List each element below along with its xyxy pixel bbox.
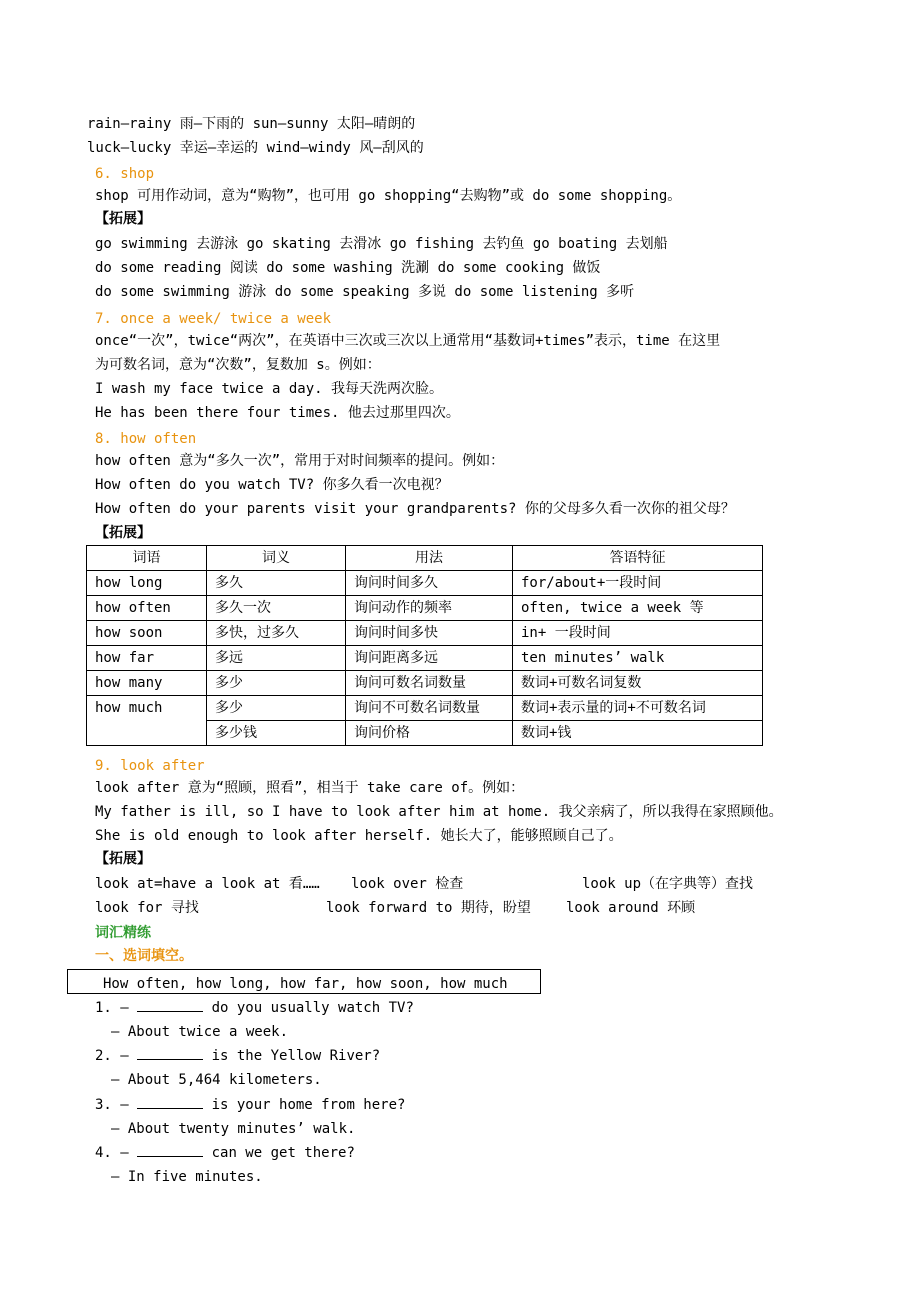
table-cell: how soon [87,621,207,646]
section-9-ext-2b: look forward to 期待，盼望 [326,900,531,916]
table-header-cell: 词义 [207,546,346,571]
practice-title: 词汇精练 [95,925,151,941]
table-cell: 数词+钱 [513,721,763,746]
section-7-heading: 7. once a week/ twice a week [95,311,332,327]
question-number: 1. — [95,1000,129,1016]
question-words-table [86,545,763,746]
section-7-body-1: once“一次”，twice“两次”，在英语中三次或三次以上通常用“基数词+times”表示，time 在这里 [95,333,721,349]
answer-2: — About 5,464 kilometers. [111,1072,322,1088]
table-cell: how often [87,596,207,621]
question-2 [95,1047,380,1065]
table-cell: 数词+可数名词复数 [513,671,763,696]
section-8-ext-label: 【拓展】 [95,525,151,541]
table-cell: 数词+表示量的词+不可数名词 [513,696,763,721]
question-text: can we get there? [211,1145,355,1161]
table-header-cell: 词语 [87,546,207,571]
table-cell: 多久一次 [207,596,346,621]
question-text: is your home from here? [211,1097,406,1113]
section-9-example-1: My father is ill, so I have to look after him at home. 我父亲病了，所以我得在家照顾他。 [95,804,783,820]
section-6-body: shop 可用作动词，意为“购物”，也可用 go shopping“去购物”或 do some shopping。 [95,188,682,204]
practice-part-title: 一、选词填空。 [95,948,193,964]
table-cell: 多远 [207,646,346,671]
section-6-ext-line-2: do some reading 阅读 do some washing 洗涮 do some cooking 做饭 [95,260,601,276]
table-cell: how long [87,571,207,596]
section-9-ext-2c: look around 环顾 [566,900,696,916]
answer-blank[interactable] [137,1096,203,1109]
section-9-example-2: She is old enough to look after herself. 她长大了，能够照顾自己了。 [95,828,623,844]
table-cell: 询问价格 [346,721,513,746]
table-cell: 询问时间多久 [346,571,513,596]
section-6-heading: 6. shop [95,166,155,182]
table-cell: 多久 [207,571,346,596]
table-row [87,696,763,721]
section-9-ext-1c: look up（在字典等）查找 [582,876,754,892]
section-9-ext-label: 【拓展】 [95,851,151,867]
section-6-ext-line-1: go swimming 去游泳 go skating 去滑冰 go fishing 去钓鱼 go boating 去划船 [95,236,668,252]
table-header-cell: 答语特征 [513,546,763,571]
word-box-text: How often, how long, how far, how soon, how much [103,976,508,992]
table-row [87,646,763,671]
section-7-body-2: 为可数名词，意为“次数”，复数加 s。例如： [95,357,381,373]
table-cell: 询问动作的频率 [346,596,513,621]
table-cell: how much [87,696,207,746]
section-7-example-2: He has been there four times. 他去过那里四次。 [95,405,460,421]
answer-3: — About twenty minutes’ walk. [111,1121,356,1137]
section-8-heading: 8. how often [95,431,197,447]
table-row [87,671,763,696]
table-cell: often, twice a week 等 [513,596,763,621]
question-3 [95,1096,405,1114]
table-cell: how far [87,646,207,671]
table-header-cell: 用法 [346,546,513,571]
table-cell: ten minutes’ walk [513,646,763,671]
table-cell: how many [87,671,207,696]
table-row [87,571,763,596]
question-1 [95,999,414,1017]
intro-line-1: rain—rainy 雨—下雨的 sun—sunny 太阳—晴朗的 [87,116,416,132]
table-cell: 询问可数名词数量 [346,671,513,696]
answer-1: — About twice a week. [111,1024,289,1040]
table-header-row [87,546,763,571]
table-row [87,596,763,621]
section-8-example-2: How often do your parents visit your grandparents? 你的父母多久看一次你的祖父母？ [95,501,735,517]
question-number: 2. — [95,1048,129,1064]
answer-blank[interactable] [137,999,203,1012]
section-8-example-1: How often do you watch TV? 你多久看一次电视？ [95,477,449,493]
section-6-ext-line-3: do some swimming 游泳 do some speaking 多说 do some listening 多听 [95,284,635,300]
answer-4: — In five minutes. [111,1169,263,1185]
section-9-ext-1b: look over 检查 [351,876,464,892]
table-cell: 多少钱 [207,721,346,746]
question-text: is the Yellow River? [211,1048,381,1064]
section-8-body: how often 意为“多久一次”，常用于对时间频率的提问。例如： [95,453,505,469]
question-number: 3. — [95,1097,129,1113]
table-cell: in+ 一段时间 [513,621,763,646]
table-cell: 询问不可数名词数量 [346,696,513,721]
answer-blank[interactable] [137,1047,203,1060]
section-9-heading: 9. look after [95,758,205,774]
question-4 [95,1144,355,1162]
table-cell: 多快，过多久 [207,621,346,646]
intro-line-2: luck—lucky 幸运—幸运的 wind—windy 风—刮风的 [87,140,424,156]
table-cell: 多少 [207,671,346,696]
section-9-ext-1a: look at=have a look at 看…… [95,876,320,892]
answer-blank[interactable] [137,1144,203,1157]
section-6-ext-label: 【拓展】 [95,211,151,227]
question-number: 4. — [95,1145,129,1161]
table-cell: 多少 [207,696,346,721]
question-text: do you usually watch TV? [211,1000,414,1016]
table-cell: for/about+一段时间 [513,571,763,596]
table-cell: 询问距离多远 [346,646,513,671]
section-9-ext-2a: look for 寻找 [95,900,199,916]
section-7-example-1: I wash my face twice a day. 我每天洗两次脸。 [95,381,444,397]
section-9-body: look after 意为“照顾，照看”，相当于 take care of。例如： [95,780,525,796]
table-row [87,621,763,646]
table-cell: 询问时间多快 [346,621,513,646]
